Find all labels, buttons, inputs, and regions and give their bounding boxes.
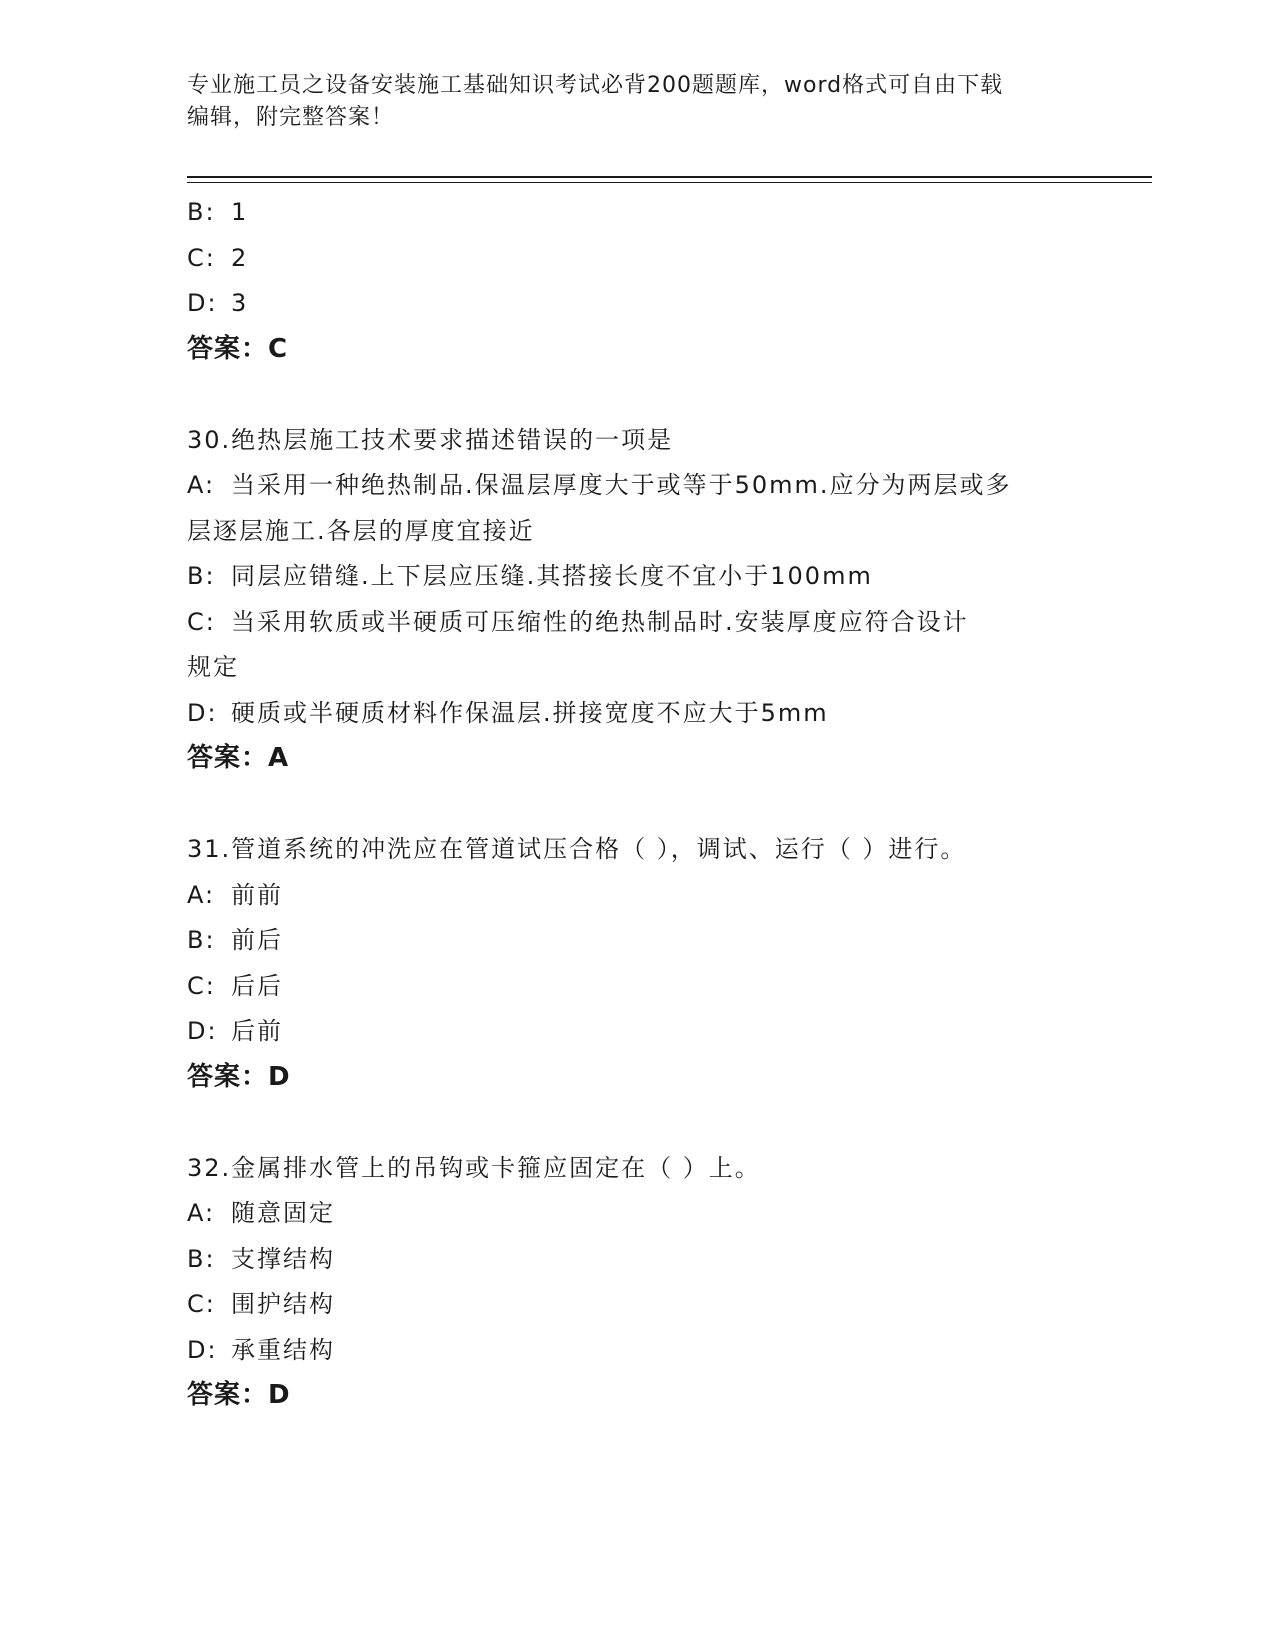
- option-letter: D:: [187, 289, 218, 317]
- option-letter: A:: [187, 1199, 216, 1227]
- option-text: 前前: [231, 880, 283, 909]
- spacer: [187, 1100, 1087, 1146]
- document-header: [187, 70, 1087, 134]
- option-line: [187, 1009, 1087, 1055]
- option-line: [187, 600, 1087, 646]
- option-letter: A:: [187, 471, 216, 499]
- option-text: 后前: [231, 1017, 283, 1045]
- option-line: [187, 1191, 1087, 1237]
- question-stem: 30.绝热层施工技术要求描述错误的一项是: [187, 425, 674, 454]
- answer-line: 答案：D: [187, 1380, 291, 1410]
- option-line: [187, 918, 1087, 964]
- option-line: [187, 554, 1087, 600]
- option-text: 1: [231, 198, 249, 226]
- option-line: [187, 1328, 1087, 1374]
- option-text: 随意固定: [231, 1199, 335, 1227]
- option-continuation: 规定: [187, 653, 239, 681]
- option-letter: B:: [187, 926, 216, 954]
- option-text: 当采用软质或半硬质可压缩性的绝热制品时.安装厚度应符合设计: [231, 607, 969, 636]
- option-text: 围护结构: [231, 1290, 335, 1318]
- question-block-30: [187, 418, 1087, 782]
- option-letter: A:: [187, 880, 216, 909]
- option-line: [187, 236, 1087, 282]
- question-stem: 32.金属排水管上的吊钩或卡箍应固定在（ ）上。: [187, 1153, 761, 1182]
- question-block-31: [187, 827, 1087, 1100]
- answer-line: 答案：C: [187, 333, 289, 364]
- option-letter: D:: [187, 1017, 218, 1045]
- option-text: 同层应错缝.上下层应压缝.其搭接长度不宜小于100mm: [231, 562, 873, 590]
- answer-line: 答案：D: [187, 1061, 291, 1092]
- option-line: [187, 691, 1087, 737]
- option-letter: B:: [187, 562, 216, 590]
- option-letter: C:: [187, 971, 216, 1000]
- header-line-2: 编辑，附完整答案！: [187, 105, 395, 130]
- option-line: [187, 1282, 1087, 1328]
- answer-line: 答案：A: [187, 743, 290, 773]
- option-line: [187, 190, 1087, 236]
- option-letter: D:: [187, 698, 218, 727]
- option-text: 3: [231, 289, 249, 317]
- header-divider-thick: [187, 176, 1152, 178]
- option-text: 2: [231, 243, 249, 272]
- question-block-32: [187, 1146, 1087, 1419]
- option-text: 硬质或半硬质材料作保温层.拼接宽度不应大于5mm: [231, 698, 829, 727]
- option-text: 后后: [231, 971, 283, 1000]
- option-letter: C:: [187, 1290, 216, 1318]
- option-text: 支撑结构: [231, 1244, 335, 1273]
- header-divider-thin: [187, 182, 1152, 183]
- option-letter: B:: [187, 198, 216, 226]
- option-letter: B:: [187, 1244, 216, 1273]
- option-letter: C:: [187, 243, 216, 272]
- option-letter: C:: [187, 607, 216, 636]
- option-line: [187, 873, 1087, 919]
- option-text: 当采用一种绝热制品.保温层厚度大于或等于50mm.应分为两层或多: [231, 471, 1012, 499]
- prev-question-block: [187, 190, 1087, 372]
- option-text: 承重结构: [231, 1335, 335, 1364]
- spacer: [187, 782, 1087, 828]
- option-text: 前后: [231, 926, 283, 954]
- question-stem: 31.管道系统的冲洗应在管道试压合格（ ），调试、运行（ ）进行。: [187, 835, 967, 863]
- header-line-1: 专业施工员之设备安装施工基础知识考试必背200题题库，word格式可自由下载: [187, 73, 1004, 98]
- option-line: [187, 281, 1087, 327]
- option-continuation: 层逐层施工.各层的厚度宜接近: [187, 516, 535, 545]
- option-letter: D:: [187, 1335, 218, 1364]
- option-line: [187, 463, 1087, 509]
- option-line: [187, 964, 1087, 1010]
- document-body: [187, 190, 1087, 1419]
- option-line: [187, 1237, 1087, 1283]
- spacer: [187, 372, 1087, 418]
